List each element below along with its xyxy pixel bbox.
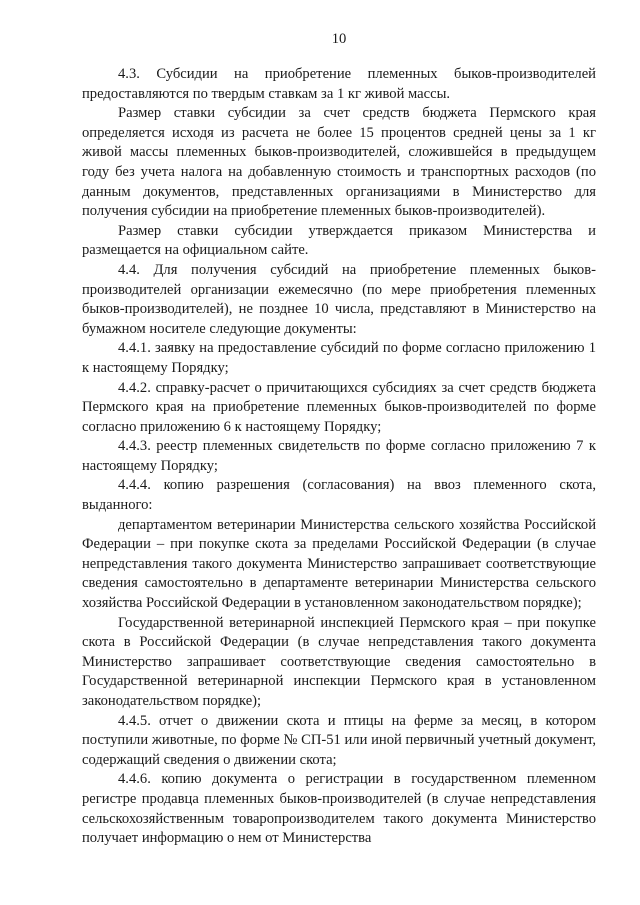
- paragraph-4-4-2: 4.4.2. справку-расчет о причитающихся субсидиях за счет средств бюджета Пермского края на приобретение племенных быков-производителей по форме согласно приложению 6 к настоящему Порядку;: [82, 379, 596, 435]
- paragraph-4-4-5: 4.4.5. отчет о движении скота и птицы на ферме за месяц, в котором поступили животные, по форме № СП-51 или иной первичный учетный документ, содержащий сведения о движении скота;: [82, 712, 596, 768]
- page-number: 10: [331, 31, 347, 47]
- paragraph-4-4-1: 4.4.1. заявку на предоставление субсидий по форме согласно приложению 1 к настоящему Порядку;: [82, 340, 596, 376]
- paragraph-4-4: 4.4. Для получения субсидий на приобретение племенных быков-производителей организации ежемесячно (по мере приобретения племенных быков-производителей), не позднее 10 числа, представляют в Министерство на бумажном носителе следующие документы:: [82, 261, 596, 337]
- paragraph-state-inspection: Государственной ветеринарной инспекцией Пермского края – при покупке скота в Российской Федерации (в случае непредставления такого документа Министерство запрашивает соответствующие сведения самостоятельно в Государственной ветеринарной инспекции Пермского края в установленном законодательством порядке);: [82, 614, 596, 709]
- paragraph-4-4-3: 4.4.3. реестр племенных свидетельств по форме согласно приложению 7 к настоящему Порядку;: [82, 438, 596, 474]
- paragraph-4-4-4: 4.4.4. копию разрешения (согласования) на ввоз племенного скота, выданного:: [82, 477, 596, 514]
- paragraph-4-3: 4.3. Субсидии на приобретение племенных быков-производителей предоставляются по твердым ставкам за 1 кг живой массы.: [82, 66, 596, 102]
- paragraph-veterinary-department: департаментом ветеринарии Министерства сельского хозяйства Российской Федерации – при покупке скота за пределами Российской Федерации (в случае непредставления такого документа Министерство запрашивает соответствующие сведения самостоятельно в департаменте ветеринарии Министерства сельского хозяйства Российской Федерации в установленном законодательством порядке);: [82, 516, 596, 612]
- paragraph-rate-approval: Размер ставки субсидии утверждается приказом Министерства и размещается на официальном сайте.: [82, 222, 596, 259]
- paragraph-4-4-6: 4.4.6. копию документа о регистрации в государственном племенном регистре продавца племенных быков-производителей (в случае непредставления сельскохозяйственным товаропроизводителем такого документа Министерство получает информацию о нем от Министерства: [82, 771, 596, 847]
- document-body: [82, 65, 596, 849]
- paragraph-rate-definition: Размер ставки субсидии за счет средств бюджета Пермского края определяется исходя из расчета не более 15 процентов средней цены за 1 кг живой массы племенных быков-производителей, сложившейся в предыдущем году без учета налога на добавленную стоимость и транспортных расходов (по данным документов, представленных организациями в Министерство для получения субсидии на приобретение племенных быков-производителей).: [82, 105, 596, 220]
